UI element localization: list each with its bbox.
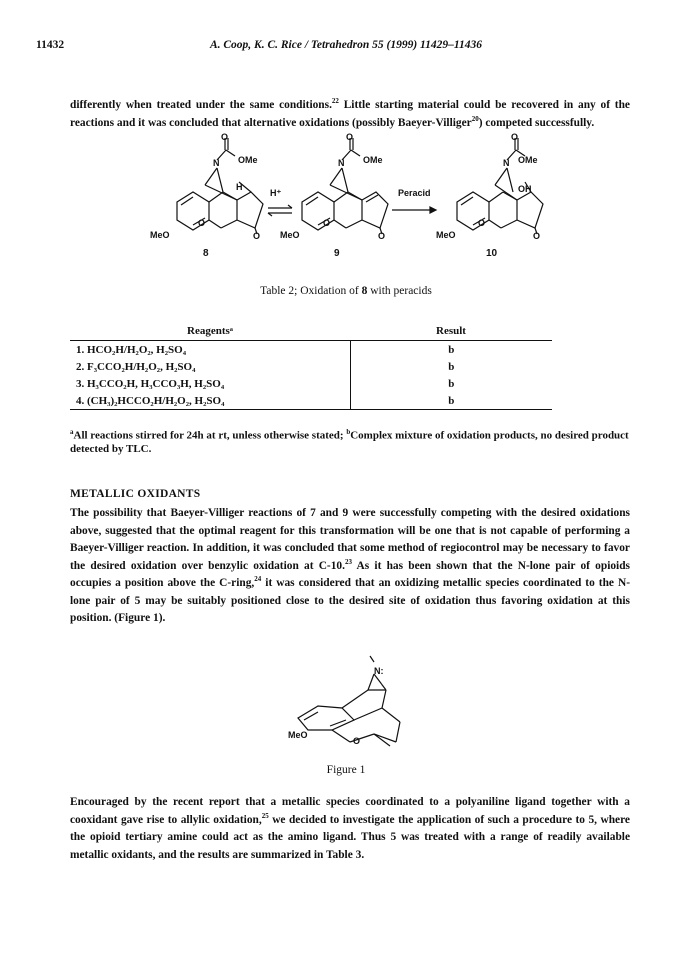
svg-text:OMe: OMe — [238, 155, 258, 165]
svg-text:O: O — [378, 231, 386, 241]
svg-text:H⁺: H⁺ — [270, 188, 282, 198]
svg-text:Peracid: Peracid — [398, 188, 431, 198]
reagent-cell: 1. HCO₂H/H₂O₂, H₂SO₄ — [76, 343, 186, 356]
page-number: 11432 — [36, 39, 65, 51]
svg-text:MeO: MeO — [436, 230, 456, 240]
figure-1-structure — [270, 650, 430, 750]
result-cell: b — [350, 341, 552, 359]
svg-text:N: N — [503, 158, 510, 168]
section-paragraph-1: The possibility that Baeyer-Villiger reactions of 7 and 9 were successfully competing with the desired oxidations above, suggested that the optimal reagent for this transformation will be one that is not capable of performing a Baeyer-Villiger reaction. In addition, it was concluded that some method of regiocontrol may be necessary to favor the desired oxidation over benzylic oxidation at C-10.23 As it has been shown that the N-lone pair of opioids occupies a position above the C-ring,$^{24}$ it was considered that an oxidizing metallic species coordinated to the N-lone pair of 5 may be suitably positioned close to the desired site of oxidation thus favoring oxidation at this position. (Figure 1). — [70, 507, 630, 624]
svg-text:O: O — [353, 736, 361, 746]
intro-paragraph: differently when treated under the same conditions.$^{22}$ Little starting material could be recovered in any of the reactions and it was concluded that alternative oxidations (possibly Baeyer-Villiger$^{20}$) competed successfully. — [70, 97, 630, 129]
table-caption: Table 2; Oxidation of 8 with peracids — [260, 285, 432, 297]
table-row — [70, 358, 552, 375]
running-title: A. Coop, K. C. Rice / Tetrahedron 55 (1999) 11429–11436 — [209, 39, 483, 51]
reagent-cell: 3. H₃CCO₂H, H₃CCO₃H, H₂SO₄ — [76, 377, 225, 390]
svg-text:O: O — [511, 132, 519, 142]
reagent-cell: 2. F₃CCO₂H/H₂O₂, H₂SO₄ — [76, 360, 196, 373]
column-header-reagents: Reagentsᵃ — [70, 322, 350, 341]
svg-text:OMe: OMe — [518, 155, 538, 165]
svg-text:O: O — [346, 132, 354, 142]
svg-text:O: O — [323, 218, 331, 228]
result-cell: b — [350, 375, 552, 392]
compound-number: 8 — [203, 248, 209, 259]
svg-text:O: O — [253, 231, 261, 241]
svg-text:N: N — [213, 158, 220, 168]
svg-text:O: O — [221, 132, 229, 142]
section-paragraph-2: Encouraged by the recent report that a metallic species coordinated to a polyaniline ligand together with a cooxidant gave rise to allylic oxidation,$^{25}$ we decided to investigate the application of such a procedure to 5, where the opioid tertiary amine could act as the amino ligand. Thus 5 was treated with a range of readily available metallic oxidants, and the results are summarized in Table 3. — [70, 796, 630, 861]
result-cell: b — [350, 392, 552, 410]
compound-number: 9 — [334, 248, 340, 259]
svg-text:OH: OH — [518, 184, 532, 194]
svg-text:MeO: MeO — [288, 730, 308, 740]
structure-9 — [302, 138, 388, 234]
svg-text:O: O — [198, 218, 206, 228]
section-heading: METALLIC OXIDANTS — [70, 488, 201, 500]
svg-text:H: H — [236, 182, 243, 192]
reaction-scheme — [0, 130, 692, 265]
table-row — [70, 341, 552, 359]
compound-number: 10 — [486, 248, 498, 259]
svg-text:O: O — [478, 218, 486, 228]
svg-text:O: O — [533, 231, 541, 241]
svg-text:OMe: OMe — [363, 155, 383, 165]
table-footnote: $^a$All reactions stirred for 24h at rt, unless otherwise stated; $^b$Complex mixture of oxidation products, no desired product detected by TLC. — [70, 428, 629, 455]
svg-text:N:: N: — [374, 666, 384, 676]
table-row — [70, 392, 552, 410]
column-header-result: Result — [350, 322, 552, 341]
result-cell: b — [350, 358, 552, 375]
reagent-cell: 4. (CH₃)₂HCCO₂H/H₂O₂, H₂SO₄ — [70, 392, 350, 410]
svg-text:MeO: MeO — [150, 230, 170, 240]
structure-8 — [177, 138, 263, 234]
svg-text:MeO: MeO — [280, 230, 300, 240]
table-header-row — [70, 322, 552, 341]
svg-text:N: N — [338, 158, 345, 168]
reagents-table — [70, 322, 552, 410]
figure-caption: Figure 1 — [326, 764, 366, 776]
table-row — [70, 375, 552, 392]
